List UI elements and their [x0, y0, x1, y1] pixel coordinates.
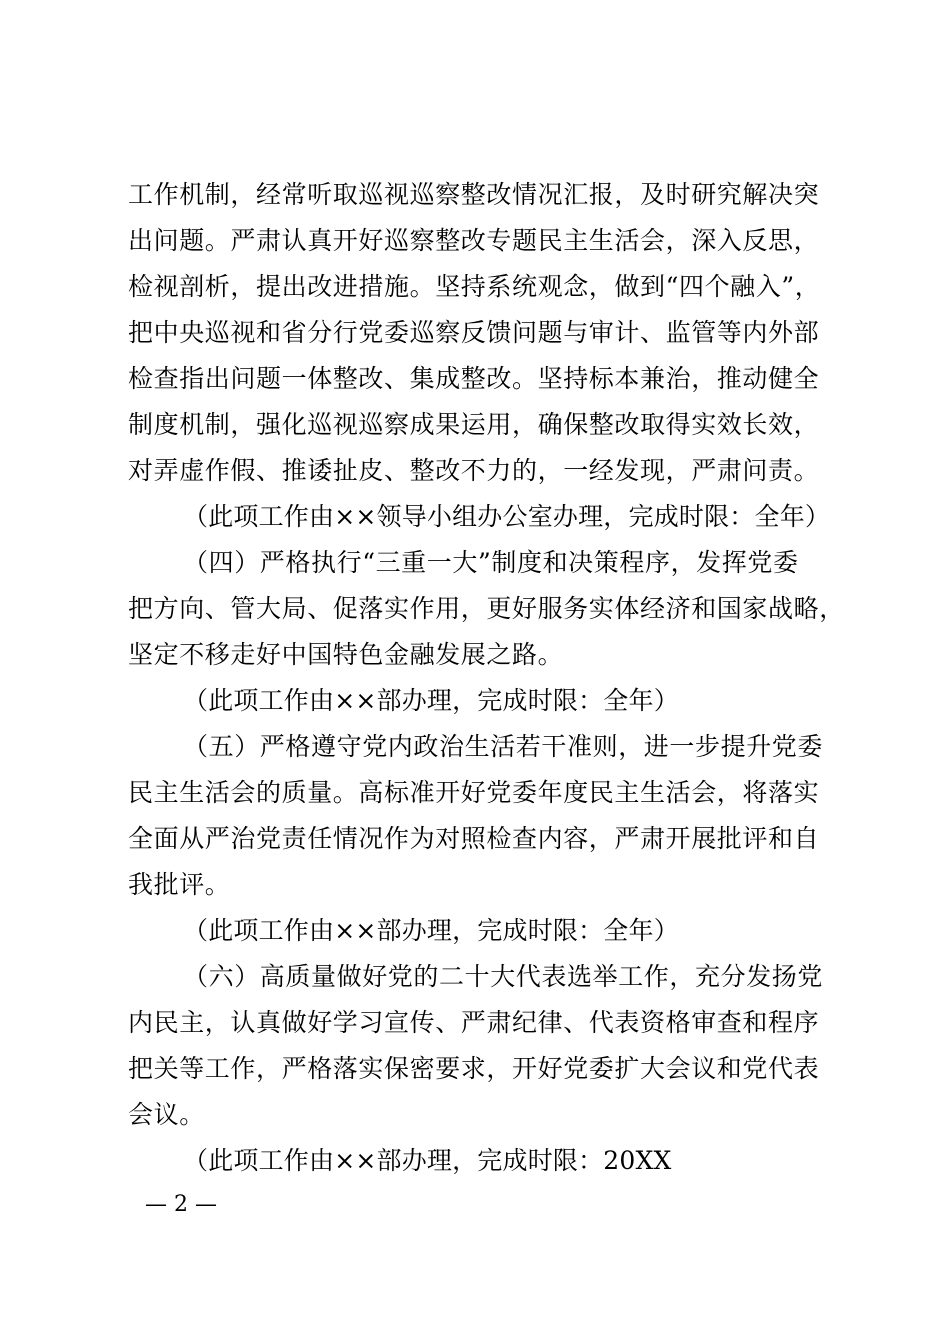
body-text-line: 制度机制，强化巡视巡察成果运用，确保整改取得实效长效，	[128, 410, 820, 439]
body-text-line: 检视剖析，提出改进措施。坚持系统观念，做到“四个融入”，	[128, 272, 821, 301]
body-text-line: 坚定不移走好中国特色金融发展之路。	[128, 640, 564, 669]
section-heading-line: （五）严格遵守党内政治生活若干准则，进一步提升党委	[183, 732, 824, 761]
body-text-line: 民主生活会的质量。高标准开好党委年度民主生活会，将落实	[128, 778, 820, 807]
responsibility-note: （此项工作由××部办理，完成时限：全年）	[183, 686, 679, 715]
body-text-line: 工作机制，经常听取巡视巡察整改情况汇报，及时研究解决突	[128, 180, 820, 209]
page-number: — 2 —	[145, 1192, 217, 1217]
body-text-line: 对弄虚作假、推诿扯皮、整改不力的，一经发现，严肃问责。	[128, 456, 820, 485]
body-text-line: 我批评。	[128, 870, 231, 899]
responsibility-note: （此项工作由××领导小组办公室办理，完成时限：全年）	[183, 502, 831, 531]
section-heading-line: （六）高质量做好党的二十大代表选举工作，充分发扬党	[183, 962, 824, 991]
responsibility-note: （此项工作由××部办理，完成时限：20XX	[183, 1146, 672, 1175]
body-text-line: 把关等工作，严格落实保密要求，开好党委扩大会议和党代表	[128, 1054, 820, 1083]
body-text-line: 会议。	[128, 1100, 205, 1129]
responsibility-note: （此项工作由××部办理，完成时限：全年）	[183, 916, 679, 945]
section-heading-line: （四）严格执行“三重一大”制度和决策程序，发挥党委	[183, 548, 799, 577]
body-text-line: 内民主，认真做好学习宣传、严肃纪律、代表资格审查和程序	[128, 1008, 820, 1037]
body-text-line: 检查指出问题一体整改、集成整改。坚持标本兼治，推动健全	[128, 364, 820, 393]
body-text-line: 把中央巡视和省分行党委巡察反馈问题与审计、监管等内外部	[128, 318, 820, 347]
body-text-line: 把方向、管大局、促落实作用，更好服务实体经济和国家战略，	[128, 594, 845, 623]
body-text-line: 全面从严治党责任情况作为对照检查内容，严肃开展批评和自	[128, 824, 820, 853]
body-text-line: 出问题。严肃认真开好巡察整改专题民主生活会，深入反思，	[128, 226, 820, 255]
